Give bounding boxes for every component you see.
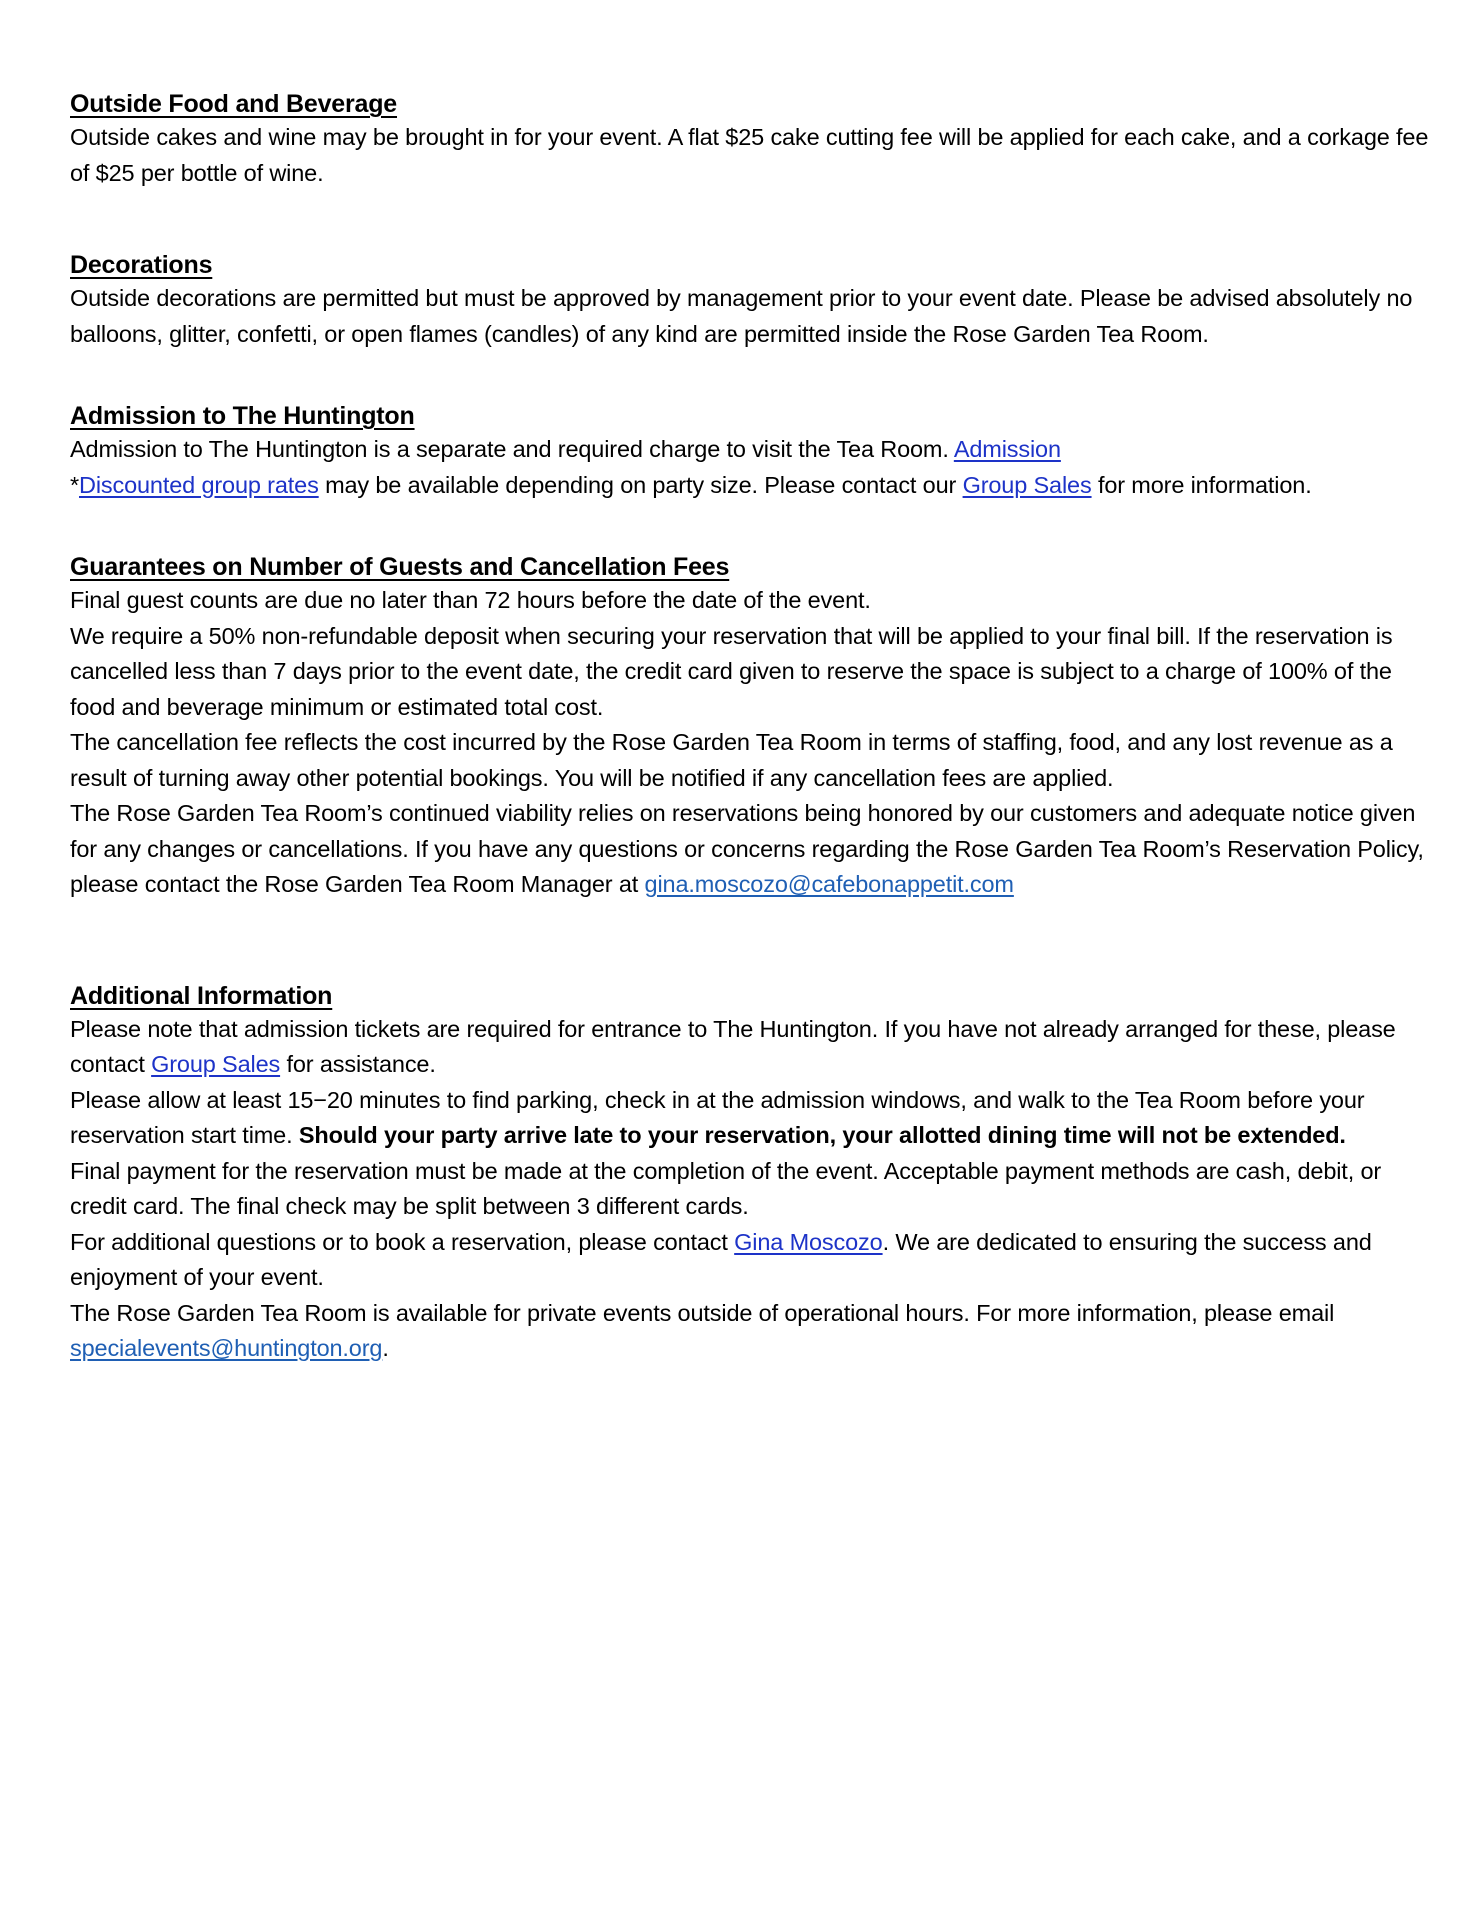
arrival-paragraph <box>70 1083 1430 1154</box>
contact-suffix: . We are dedicated to ensuring the success and enjoyment of your event. <box>70 1228 1372 1290</box>
contact-paragraph <box>70 1225 1430 1296</box>
tickets-paragraph <box>70 1012 1430 1083</box>
group-sales-link-2[interactable]: Group Sales <box>151 1051 281 1077</box>
payment-paragraph: Final payment for the reservation must be made at the completion of the event. Acceptable payment methods are cash, debit, or credit card. The final check may be split between 3 different cards. <box>70 1157 1382 1219</box>
manager-email-link[interactable]: gina.moscozo@cafebonappetit.com <box>644 871 1014 897</box>
private-events-paragraph <box>70 1296 1430 1367</box>
group-rates-suffix: for more information. <box>1091 471 1312 498</box>
heading-outside-food: Outside Food and Beverage <box>70 90 398 118</box>
tickets-suffix: for assistance. <box>280 1051 436 1077</box>
discounted-group-rates-link[interactable]: Discounted group rates <box>79 471 319 498</box>
group-rates-paragraph <box>70 468 1430 504</box>
asterisk: * <box>70 471 79 498</box>
admission-paragraph <box>70 432 1430 468</box>
heading-guarantees: Guarantees on Number of Guests and Cancellation Fees <box>70 553 730 581</box>
contact-text: For additional questions or to book a reservation, please contact <box>70 1228 735 1255</box>
heading-admission: Admission to The Huntington <box>70 402 415 430</box>
decorations-paragraph: Outside decorations are permitted but must be approved by management prior to your event date. Please be advised absolutely no balloons, glitter, confetti, or open flames (candles) of any kind are permitted inside the Rose Garden Tea Room. <box>70 285 1413 347</box>
tickets-text: Please note that admission tickets are required for entrance to The Huntington. If you have not already arranged for these, please contact <box>70 1015 1396 1077</box>
section-guarantees <box>70 551 1430 903</box>
arrival-text: Please allow at least 15−20 minutes to find parking, check in at the admission windows, and walk to the Tea Room before your reservation start time. <box>70 1086 1365 1148</box>
document-page <box>70 88 1430 1367</box>
private-events-suffix: . <box>382 1335 389 1361</box>
gina-moscozo-link[interactable]: Gina Moscozo <box>734 1228 883 1255</box>
private-events-text: The Rose Garden Tea Room is available for private events outside of operational hours. For more information, please email <box>70 1299 1335 1326</box>
section-additional <box>70 980 1430 1367</box>
section-outside-food <box>70 88 1430 191</box>
admission-link[interactable]: Admission <box>953 436 1061 462</box>
group-sales-link[interactable]: Group Sales <box>962 471 1092 498</box>
viability-text: The Rose Garden Tea Room’s continued viability relies on reservations being honored by our customers and adequate notice given for any changes or cancellations. If you have any questions or concerns regarding the Rose Garden Tea Room’s Reservation Policy, please contact the Rose Garden Tea Room Manager at <box>70 800 1424 897</box>
outside-food-paragraph: Outside cakes and wine may be brought in for your event. A flat $25 cake cutting fee will be applied for each cake, and a corkage fee of $25 per bottle of wine. <box>70 124 1429 186</box>
heading-additional: Additional Information <box>70 981 333 1010</box>
section-admission <box>70 400 1430 503</box>
heading-decorations: Decorations <box>70 251 213 279</box>
late-arrival-warning: Should your party arrive late to your reservation, your allotted dining time will not be extended. <box>298 1122 1346 1148</box>
group-rates-text: may be available depending on party size. Please contact our <box>318 471 963 498</box>
section-decorations <box>70 249 1430 352</box>
cancellation-fee-paragraph: The cancellation fee reflects the cost incurred by the Rose Garden Tea Room in terms of staffing, food, and any lost revenue as a result of turning away other potential bookings. You will be notified if any cancellation fees are applied. <box>70 729 1393 791</box>
deposit-paragraph: We require a 50% non-refundable deposit when securing your reservation that will be applied to your final bill. If the reservation is cancelled less than 7 days prior to the event date, the credit card given to reserve the space is subject to a charge of 100% of the food and beverage minimum or estimated total cost. <box>70 622 1393 720</box>
viability-paragraph <box>70 796 1430 903</box>
guest-count-paragraph: Final guest counts are due no later than 72 hours before the date of the event. <box>70 587 871 613</box>
admission-text: Admission to The Huntington is a separate and required charge to visit the Tea Room. <box>70 436 954 462</box>
special-events-email-link[interactable]: specialevents@huntington.org <box>70 1335 383 1361</box>
